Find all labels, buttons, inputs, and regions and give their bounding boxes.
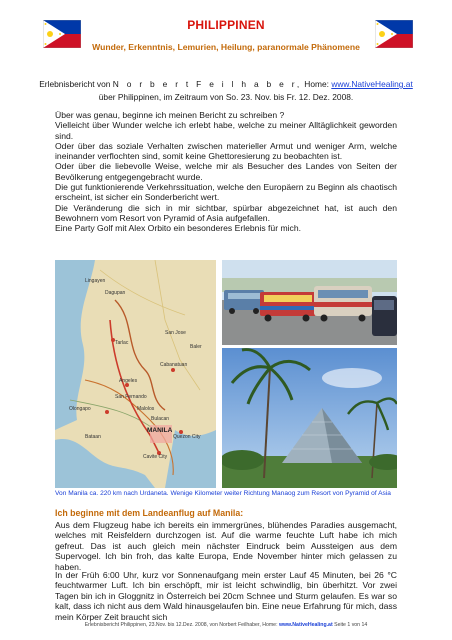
- body-paragraph: [55, 520, 397, 572]
- map-label: Cavite City: [143, 454, 168, 460]
- paragraph-text: Aus dem Flugzeug habe ich bereits ein immergrünes, blühendes Paradies ausgemacht, welches mit Reisfeldern durchzogen ist. Auf die warme feuchte Luft habe ich mich gefreut. Das ist auch gleich mein nächster Eindruck beim Aussteigen aus dem Supervogel. Ich bin froh, das kalte Europa, Ende November hinter mich gelassen zu haben.: [55, 520, 397, 572]
- footer-text: Erlebnisbericht Philippinen, 23.Nov. bis 12.Dez. 2008, von Norbert Feilhaber, Home:: [84, 622, 279, 628]
- map-label: San Fernando: [115, 394, 147, 400]
- author-name: N o r b e r t F e i l h a b e r,: [112, 79, 302, 89]
- intro-paragraph: Vielleicht über Wunder welche ich erlebt habe, welche zu meiner Alltäglichkeit geworden sind.: [55, 120, 397, 141]
- map-photo: [55, 260, 216, 488]
- map-label: Bulacan: [151, 416, 170, 422]
- intro-text: [55, 110, 397, 234]
- street-traffic-photo: [222, 260, 397, 345]
- map-label: Baler: [190, 344, 202, 350]
- image-caption: Von Manila ca. 220 km nach Urdaneta. Wenige Kilometer weiter Richtung Manaog zum Resort von Pyramid of Asia: [55, 490, 391, 497]
- map-label: Quezon City: [173, 434, 201, 440]
- home-label: Home:: [301, 79, 332, 89]
- intro-paragraph: Die Veränderung die sich in mir sichtbar, spürbar abgezeichnet hat, ist auch den Bewohnern vom Resort von Pyramid of Asia aufgefallen.: [55, 202, 397, 223]
- map-label: Dagupan: [105, 290, 126, 296]
- website-link[interactable]: www.NativeHealing.at: [331, 79, 413, 89]
- map-label: Lingayen: [85, 278, 106, 284]
- report-period: über Philippinen, im Zeitraum von So. 23. Nov. bis Fr. 12. Dez. 2008.: [98, 92, 354, 102]
- intro-paragraph: Oder über die liebevolle Weise, welche mir als Besucher des Landes von Seiten der Bevölkerung entgegengebracht wurde.: [55, 161, 397, 182]
- paragraph-text: In der Früh 6:00 Uhr, kurz vor Sonnenaufgang mein erster Lauf 45 Minuten, bei 26 °C feuchtwarmer Luft. Ich bin erschöpft, mir ist leicht schwindlig, bin überhitzt. Vor zwei Tagen bin ich in Gloggnitz in Österreich bei 20cm Schnee und Sturm gelaufen. Es war so kalt, dass ich nicht aus dem Wald hinausgelaufen bin. Eine neue Erfahrung für mich, dass mein Körper Zeit braucht sich: [55, 570, 397, 622]
- map-label: Olongapo: [69, 406, 91, 412]
- intro-paragraph: Oder über das soziale Verhalten zwischen materieller Armut und weniger Arm, welche ineinander verflochten sind, somit keine Ghettoresierung zu beobachten ist.: [55, 140, 397, 162]
- body-paragraph: [55, 570, 397, 622]
- map-label-manila: MANILA: [147, 427, 173, 434]
- map-label: San Jose: [165, 330, 186, 336]
- map-label: Tarlac: [115, 340, 129, 346]
- intro-paragraph: Eine Party Golf mit Alex Orbito ein besonderes Erlebnis für mich.: [55, 223, 301, 234]
- pyramid-resort-photo: [222, 348, 397, 488]
- page-title: PHILIPPINEN: [187, 18, 265, 32]
- map-label: Cabanatuan: [160, 362, 188, 368]
- page-number: Seite 1 von 14: [332, 622, 368, 628]
- intro-paragraph: Die gut funktionierende Verkehrssituation, welche den Europäern zu Beginn als chaotisch erscheint, ist sicher ein Sonderbericht wert.: [55, 182, 397, 203]
- footer-website[interactable]: www.NativeHealing.at: [278, 622, 333, 628]
- page-subtitle: Wunder, Erkenntnis, Lemurien, Heilung, paranormale Phänomene: [92, 42, 360, 52]
- map-label: Malolos: [137, 406, 155, 412]
- report-prefix: Erlebnisbericht von: [39, 79, 113, 89]
- page-footer: [0, 622, 452, 628]
- map-label: Angeles: [119, 378, 138, 384]
- report-line: [0, 79, 452, 89]
- map-label: Bataan: [85, 434, 101, 440]
- intro-paragraph: Über was genau, beginne ich meinen Bericht zu schreiben ?: [55, 110, 285, 120]
- section-heading: Ich beginne mit dem Landeanflug auf Manila:: [55, 508, 244, 518]
